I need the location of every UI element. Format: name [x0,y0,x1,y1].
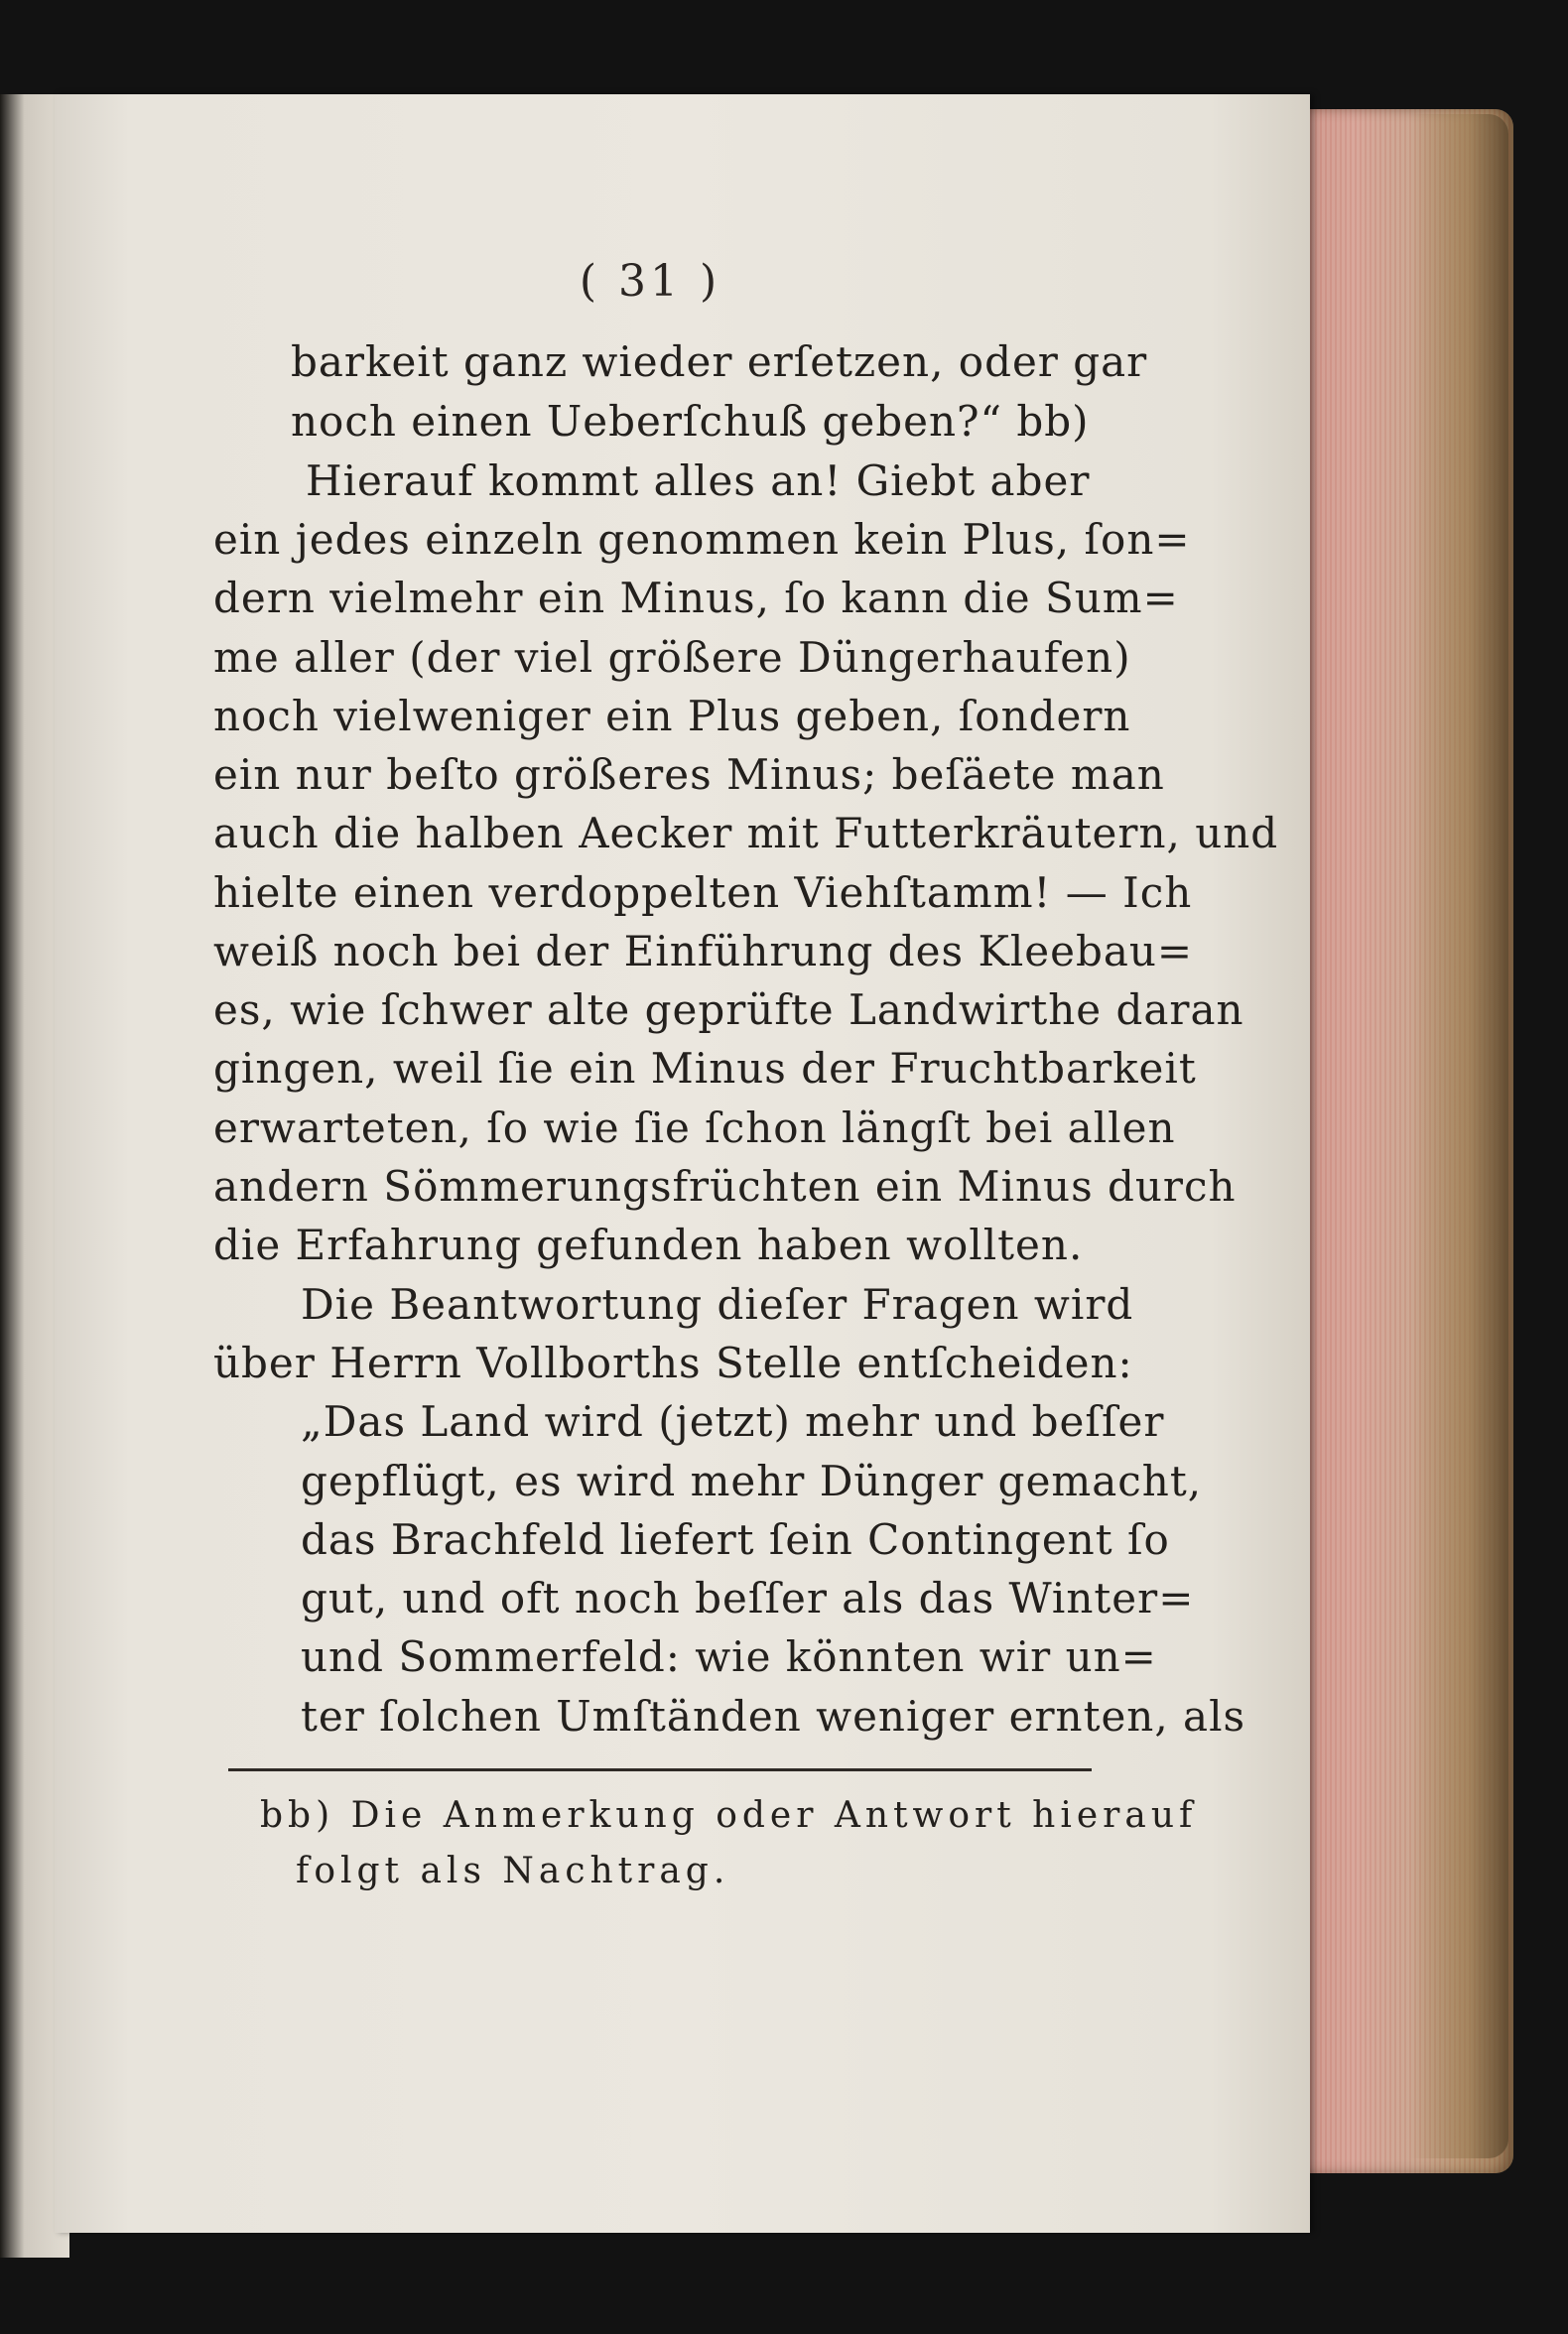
text-line: es, wie ſchwer alte geprüfte Landwirthe daran [213,985,1244,1034]
footnote-divider [228,1768,1092,1771]
text-line: ein jedes einzeln genommen kein Plus, ſon= [213,515,1191,564]
text-line: Hierauf kommt alles an! Giebt aber [306,456,1091,505]
text-line: noch einen Ueberſchuß geben?“ bb) [291,397,1090,446]
book-cover-edge [1409,114,1508,2158]
text-line: über Herrn Vollborths Stelle entſcheiden: [213,1339,1133,1387]
text-line: hielte einen verdoppelten Viehſtamm! — Ich [213,868,1193,917]
footnote-line: bb) Die Anmerkung oder Antwort hierauf [260,1795,1198,1836]
text-line: gepflügt, es wird mehr Dünger gemacht, [301,1457,1203,1505]
text-line: gut, und oft noch beſſer als das Winter= [301,1574,1195,1622]
text-line: barkeit ganz wieder erſetzen, oder gar [291,337,1148,386]
footnote-line: folgt als Nachtrag. [296,1851,730,1891]
text-line: erwarteten, ſo wie ſie ſchon längſt bei allen [213,1103,1176,1152]
text-line: „Das Land wird (jetzt) mehr und beſſer [301,1397,1165,1446]
text-line: die Erfahrung gefunden haben wollten. [213,1221,1084,1269]
text-line: gingen, weil ſie ein Minus der Fruchtbarkeit [213,1044,1197,1093]
text-line: ter ſolchen Umſtänden weniger ernten, als [301,1692,1246,1741]
text-line: ein nur beſto größeres Minus; beſäete man [213,750,1165,799]
page-number: ( 31 ) [579,256,721,307]
text-line: andern Sömmerungsfrüchten ein Minus durch [213,1162,1237,1211]
text-line: das Brachfeld liefert ſein Contingent ſo [301,1515,1170,1564]
text-line: weiß noch bei der Einführung des Kleebau= [213,927,1194,975]
text-line: dern vielmehr ein Minus, ſo kann die Sum= [213,574,1179,622]
text-line: noch vielweniger ein Plus geben, ſondern [213,692,1131,740]
text-line: und Sommerfeld: wie könnten wir un= [301,1632,1157,1681]
text-line: auch die halben Aecker mit Futterkräutern, und [213,809,1279,857]
text-line: me aller (der viel größere Düngerhaufen) [213,633,1131,682]
text-line: Die Beantwortung dieſer Fragen wird [301,1280,1134,1329]
